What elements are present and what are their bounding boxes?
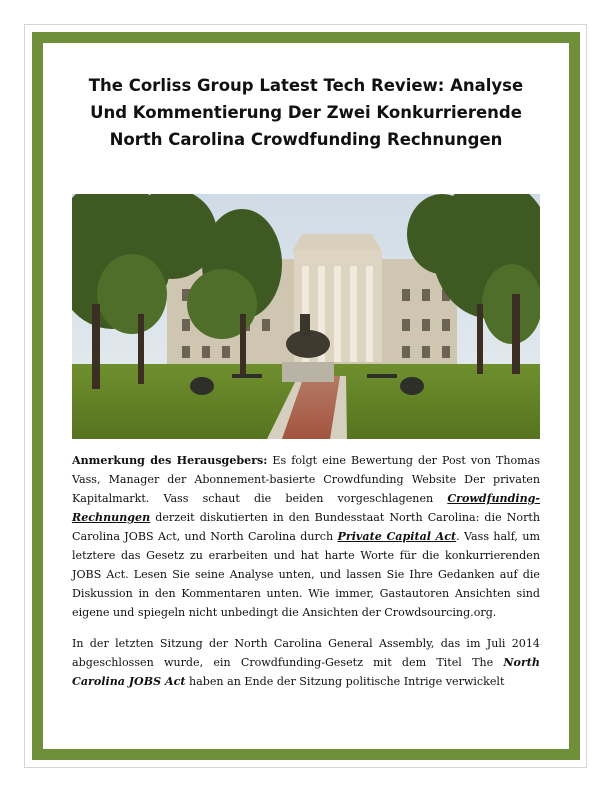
- paragraph2-part2: haben an Ende der Sitzung politische Intrige verwickelt: [185, 675, 505, 688]
- intro-paragraph: [72, 634, 540, 691]
- paragraph2-part1: In der letzten Sitzung der North Carolina General Assembly, das im Juli 2014 abgeschlossen wurde, ein Crowdfunding-Gesetz mit dem Titel The: [72, 637, 540, 669]
- page-title: [60, 72, 552, 153]
- paragraph1-part1: Es folgt eine Bewertung der Post von Thomas Vass, Manager der Abonnement-basierte Crowdfunding Website Der privaten Kapitalmarkt. Vass schaut die beiden vorgeschlagenen: [72, 454, 541, 505]
- article-body: [72, 451, 540, 703]
- editor-note-paragraph: [72, 451, 540, 622]
- editor-note-lead: Anmerkung des Herausgebers:: [72, 454, 268, 467]
- title-line-3: North Carolina Crowdfunding Rechnungen: [109, 130, 503, 149]
- paragraph1-part3: . Vass half, um letztere das Gesetz zu erarbeiten und hat harte Worte für die konkurrierenden JOBS Act. Lesen Sie seine Analyse unten, und lassen Sie Ihre Gedanken auf die Diskussion in den Kommentaren unten. Wie immer, Gastautoren Ansichten sind eigene und spiegeln nicht unbedingt die Ansichten der Crowdsourcing.org.: [72, 530, 540, 619]
- capitol-building-photo: [72, 194, 540, 439]
- title-line-1: The Corliss Group Latest Tech Review: Analyse: [88, 76, 524, 95]
- title-line-2: Und Kommentierung Der Zwei Konkurrierende: [90, 103, 522, 122]
- private-capital-act-link[interactable]: Private Capital Act: [337, 530, 457, 543]
- nc-jobs-act-emphasis: North Carolina JOBS Act: [72, 656, 540, 688]
- paragraph1-part2: derzeit diskutierten in den Bundesstaat North Carolina: die North Carolina JOBS Act, und North Carolina durch: [72, 511, 540, 543]
- crowdfunding-bills-link[interactable]: Crowdfunding-Rechnungen: [72, 492, 540, 524]
